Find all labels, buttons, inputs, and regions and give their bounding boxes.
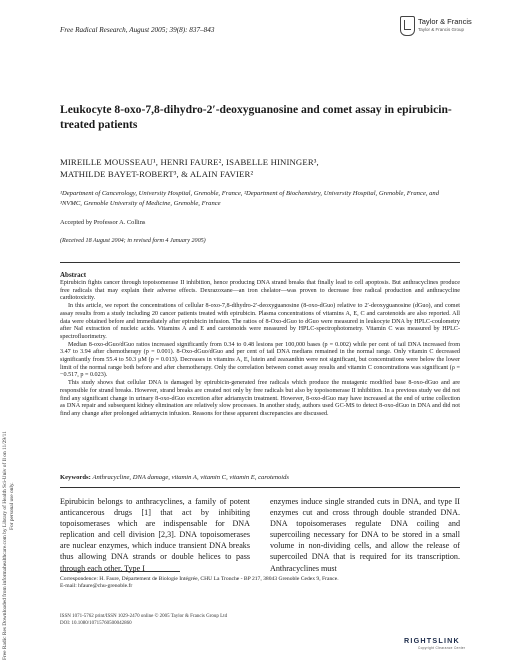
correspondence-email: E-mail: hfaure@chu-grenoble.fr bbox=[60, 583, 133, 590]
abstract-paragraph: In this article, we report the concentrations of cellular 8-oxo-7,8-dihydro-2′-deoxyguanosine (8-oxo-dGuo) relative to 2′-deoxyguanosine (dGuo), and comet assay results from a study including 20 cancer patients treated with epirubicin. Plasma concentrations of vitamins A, E, C and carotenoids are also reported. All data were obtained before and immediately after epirubicin infusion. The ratios of 8-Oxo-dGuo to dGuo were measured in leukocyte DNA by HPLC-coulometry after NaI extraction of nucleic acids. Vitamins A and E and carotenoids were measured by HPLC-spectrophotometry. Vitamin C was measured by HPLC-spectrofluorimetry. bbox=[60, 303, 460, 340]
body-column-left: Epirubicin belongs to anthracyclines, a family of potent anticancerous drugs [1] that act by inhibiting topoisomerases which are indispensable for DNA replication and cell division [2,3]. DNA topoisomerases are nuclear enzymes, which induce transient DNA breaks thus allowing DNA strands or double helices to pass through each other. Type I bbox=[60, 497, 250, 573]
abstract-paragraph: Epirubicin fights cancer through topoisomerase II inhibition, hence producing DNA strand breaks that finally lead to cell apoptosis. But anthracyclines produce free radicals that may explain their adverse effects. Dexrazoxane—an iron chelator—was proven to decrease free radical production and anthracycline cardiotoxicity. bbox=[60, 280, 460, 302]
issn: ISSN 1071-5762 print/ISSN 1029-2470 online © 2005 Taylor & Francis Group Ltd bbox=[60, 614, 228, 619]
author-list bbox=[60, 156, 460, 180]
rightslink-label: RIGHTSLINK bbox=[404, 636, 460, 645]
journal-citation: Free Radical Research, August 2005; 39(8): 837–843 bbox=[60, 26, 215, 34]
article-title: Leukocyte 8-oxo-7,8-dihydro-2′-deoxyguanosine and comet assay in epirubicin-treated patients bbox=[60, 103, 452, 131]
abstract-body bbox=[60, 280, 460, 419]
keywords-list: Anthracycline, DNA damage, vitamin A, vitamin C, vitamin E, carotenoids bbox=[92, 474, 290, 481]
accepted-by: Accepted by Professor A. Collins bbox=[60, 219, 146, 226]
download-notice: Free Radic Res Downloaded from informahealthcare.com by Library of Health Sci-Univ of Il on 11/29/11 bbox=[2, 431, 8, 660]
footer-info bbox=[60, 614, 360, 627]
publisher-logo bbox=[400, 14, 484, 42]
rightslink-logo[interactable] bbox=[404, 636, 466, 650]
publisher-group: Taylor & Francis Group bbox=[418, 27, 465, 32]
keywords bbox=[60, 474, 460, 481]
author-line: MATHILDE BAYET-ROBERT³, & ALAIN FAVIER² bbox=[60, 169, 254, 179]
abstract-paragraph: This study shows that cellular DNA is damaged by epirubicin-generated free radicals which produce the mutagenic modified base 8-oxo-dGuo and are responsible for strand breaks. However, strand breaks are created not only by free radicals but also by topoisomerase II inhibition. In a previous study we did not find any significant change in urinary 8-oxo-dGuo excretion after adriamycin treatment. However, 8-oxo-dGuo may have increased at the end of urine collection as DNA repair and subsequent kidney elimination are relatively slow processes. In another study, authors used GC-MS to detect 8-oxo-dGuo in DNA and did not find any change after prolonged adriamycin infusion. Reasons for these apparent discrepancies are discussed. bbox=[60, 380, 460, 417]
personal-use-notice: For personal use only. bbox=[9, 482, 15, 530]
download-watermark bbox=[2, 300, 15, 660]
footnote-rule bbox=[60, 571, 180, 572]
received-dates: (Received 18 August 2004; in revised form 4 January 2005) bbox=[60, 238, 206, 244]
divider bbox=[60, 487, 460, 488]
author-line: MIREILLE MOUSSEAU¹, HENRI FAURE², ISABELLE HININGER³, bbox=[60, 157, 319, 167]
abstract-heading: Abstract bbox=[60, 271, 87, 279]
divider bbox=[60, 262, 460, 263]
publisher-name: Taylor & Francis bbox=[418, 17, 472, 26]
doi: DOI: 10.1080/10715760500042860 bbox=[60, 620, 132, 626]
rightslink-sub: Copyright Clearance Center bbox=[418, 646, 466, 650]
publisher-logo-icon bbox=[400, 16, 415, 36]
keywords-label: Keywords: bbox=[60, 474, 91, 481]
correspondence bbox=[60, 576, 460, 591]
abstract-paragraph: Median 8-oxo-dGuo/dGuo ratios increased significantly from 0.34 to 0.48 lesions per 100,000 bases (p = 0.002) while per cent of tail DNA increased from 3.47 to 3.94 after chemotherapy (p = 0.001). 8-Oxo-dGuo/dGuo and per cent of tail DNA medians remained in the normal range. Only vitamin C decreased significantly from 55.4 to 50.3 μM (p = 0.013). Decreases in vitamins A, E, lutein and zeaxanthin were not significant, but concentrations were below the lower limit of the normal range both before and after chemotherapy. Only the correlation between comet assay results and vitamin C concentrations was significant (ρ = −0.517, p = 0.023). bbox=[60, 341, 460, 379]
correspondence-address: Correspondence: H. Faure, Département de Biologie Intégrée, CHU La Tronche - BP 217, 38043 Grenoble Cedex 9, France. bbox=[60, 576, 339, 582]
affiliations: ¹Department of Cancerology, University Hospital, Grenoble, France, ²Department of Biochemistry, University Hospital, Grenoble, France, and ³NVMC, Grenoble University of Medicine, Grenoble, France bbox=[60, 190, 440, 207]
body-column-right: enzymes induce single stranded cuts in DNA, and type II enzymes cut and cross through double stranded DNA. DNA topoisomerases regulate DNA coiling and supercoiling necessary for DNA to be stored in a small volume in non-dividing cells, and allow the release of supercoiled DNA that is required for its transcription. Anthracyclines must bbox=[270, 497, 460, 573]
